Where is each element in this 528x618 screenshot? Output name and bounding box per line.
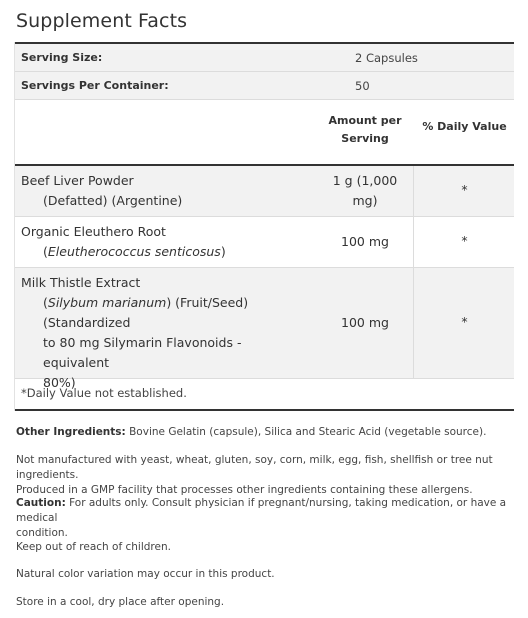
caution-line — [16, 496, 516, 526]
supplement-facts-title: Supplement Facts — [16, 10, 188, 32]
servings-per-container-value: 50 — [355, 79, 370, 93]
ingredient-name — [21, 222, 311, 262]
ingredient-daily-value: * — [461, 314, 468, 329]
ingredient-amount: 100 mg — [341, 315, 389, 330]
ingredient-part: (Fruit/Seed) — [171, 295, 249, 310]
caution-statement — [16, 496, 516, 541]
serving-size-label: Serving Size: — [21, 51, 103, 64]
column-header-row — [15, 100, 514, 166]
ingredient-row — [15, 166, 514, 217]
allergen-statement — [16, 453, 516, 498]
servings-per-container-label: Servings Per Container: — [21, 79, 169, 92]
caution-line: condition. — [16, 527, 68, 539]
storage-instructions: Store in a cool, dry place after opening. — [16, 596, 225, 608]
amount-header-line2: Serving — [341, 132, 389, 145]
allergen-line: Not manufactured with yeast, wheat, gluten, soy, corn, milk, egg, fish, shellfish or tree nut ingredients. — [16, 454, 493, 481]
ingredient-daily-value: * — [461, 182, 468, 197]
daily-value-footnote: *Daily Value not established. — [21, 386, 187, 400]
ingredient-name-line: 80%) — [43, 375, 76, 390]
footnote-row — [15, 379, 514, 411]
other-ingredients-text: Bovine Gelatin (capsule), Silica and Stearic Acid (vegetable source). — [125, 426, 487, 438]
other-ingredients — [16, 425, 516, 440]
keep-out-of-reach: Keep out of reach of children. — [16, 541, 171, 553]
ingredient-row — [15, 268, 514, 390]
allergen-line: Produced in a GMP facility that processes other ingredients containing these allergens. — [16, 484, 473, 496]
ingredient-name-line: (Silybum marianum) (Fruit/Seed) — [43, 295, 249, 310]
ingredient-name-line: Organic Eleuthero Root — [21, 224, 166, 239]
serving-size-value: 2 Capsules — [355, 51, 418, 65]
ingredient-name — [21, 273, 311, 393]
column-divider — [413, 217, 414, 267]
latin-name: Silybum marianum — [47, 295, 167, 310]
latin-name: Eleutherococcus senticosus — [47, 244, 221, 259]
ingredient-amount — [325, 171, 405, 211]
ingredient-name-line: to 80 mg Silymarin Flavonoids - equivalent — [43, 335, 242, 370]
amount-header-line1: Amount per — [328, 114, 402, 127]
caution-label: Caution: — [16, 497, 66, 509]
caution-text: For adults only. Consult physician if pregnant/nursing, taking medication, or have a medical — [16, 497, 507, 524]
column-divider — [413, 166, 414, 216]
ingredient-name — [21, 171, 311, 211]
ingredient-name-line: Milk Thistle Extract — [21, 275, 141, 290]
ingredient-daily-value: * — [461, 233, 468, 248]
amount-line: mg) — [352, 193, 378, 208]
amount-per-serving-header — [325, 112, 405, 148]
daily-value-header: % Daily Value — [422, 120, 507, 133]
ingredient-name-line: (Standardized — [43, 315, 131, 330]
supplement-facts-table — [14, 42, 514, 411]
ingredient-name-line: Beef Liver Powder — [21, 173, 134, 188]
ingredient-row — [15, 217, 514, 268]
ingredient-name-line: (Defatted) (Argentine) — [43, 193, 183, 208]
ingredient-name-line: (Eleutherococcus senticosus) — [43, 244, 226, 259]
ingredient-amount: 100 mg — [341, 234, 389, 249]
servings-per-container-row — [15, 72, 514, 100]
amount-line: 1 g (1,000 — [332, 173, 398, 188]
color-variation-note: Natural color variation may occur in this product. — [16, 568, 275, 580]
serving-size-row — [15, 44, 514, 72]
other-ingredients-label: Other Ingredients: — [16, 426, 126, 438]
column-divider — [413, 268, 414, 378]
